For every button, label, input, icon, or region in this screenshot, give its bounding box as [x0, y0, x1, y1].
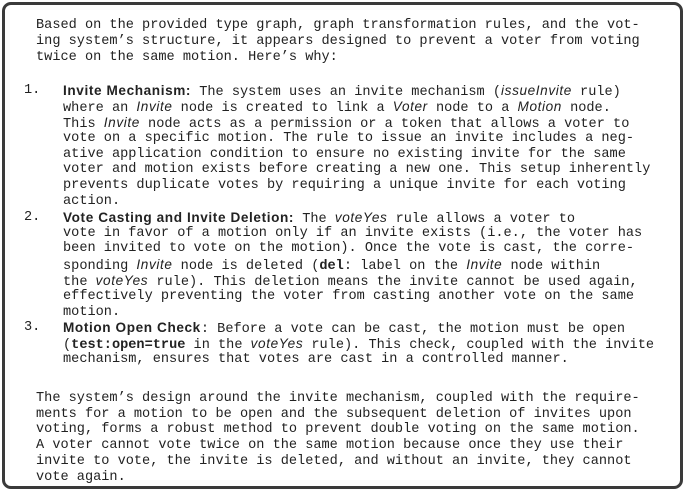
- text-run: rule): [571, 85, 621, 101]
- italic-term: Invite: [136, 99, 173, 115]
- text-run: sponding: [63, 259, 137, 275]
- list-number: 1.: [24, 83, 41, 99]
- text-run: twice on the same motion. Here’s why:: [36, 49, 338, 65]
- italic-term: Invite: [103, 114, 140, 130]
- italic-term: Voter: [392, 99, 428, 115]
- text-line: [36, 18, 654, 34]
- text-run: This: [63, 116, 104, 132]
- text-run: vote again.: [36, 469, 126, 485]
- text-run: the: [63, 274, 96, 290]
- text-line: [36, 454, 654, 470]
- list-item: [24, 209, 654, 321]
- intro-paragraph: [36, 18, 654, 65]
- text-line: [63, 273, 654, 289]
- text-line: [63, 352, 654, 368]
- text-line: [36, 422, 654, 438]
- italic-term: Invite: [466, 257, 503, 273]
- list-number: 2.: [24, 209, 41, 225]
- text-run: vote on a specific motion. The rule to issue an invite includes a neg-: [63, 130, 635, 146]
- text-run: : Before a vote can be cast, the motion must be open: [200, 322, 626, 338]
- text-run: rule). This deletion means the invite cannot be used again,: [148, 274, 638, 290]
- list-item-text: [63, 320, 654, 367]
- text-run: node to a: [427, 101, 518, 117]
- list-item: [24, 83, 654, 209]
- text-line: [63, 131, 654, 147]
- text-line: [63, 162, 654, 178]
- text-run: been invited to vote on the motion). Once the vote is cast, the corre-: [63, 241, 635, 257]
- response-text: [24, 18, 655, 486]
- text-run: prevents duplicate votes by requiring a unique invite for each voting: [63, 178, 626, 194]
- text-line: [63, 305, 654, 321]
- conclusion-paragraph: [36, 391, 654, 486]
- text-run: ments for a motion to be open and the subsequent deletion of invites upon: [36, 406, 632, 422]
- text-line: [63, 226, 654, 242]
- text-run: ing system’s structure, it appears designed to prevent a voter from voting: [36, 33, 640, 49]
- text-run: node is created to link a: [172, 101, 393, 117]
- italic-term: voteYes: [95, 272, 149, 288]
- list-item-text: [63, 210, 654, 321]
- text-line: [63, 241, 654, 257]
- code-term: test:open=true: [71, 338, 186, 354]
- text-run: voter and motion exists before creating a new one. This setup inherently: [63, 162, 651, 178]
- bold-term: Motion Open Check: [63, 320, 201, 336]
- text-line: [63, 336, 654, 352]
- text-run: rule). This check, coupled with the invite: [303, 338, 655, 354]
- text-line: [63, 257, 654, 273]
- italic-term: voteYes: [250, 336, 304, 352]
- reasons-list: [24, 83, 655, 367]
- code-term: del: [319, 259, 344, 275]
- text-run: in the: [185, 338, 251, 354]
- italic-term: voteYes: [334, 209, 388, 225]
- text-run: The system’s design around the invite mechanism, coupled with the require-: [36, 390, 640, 406]
- text-run: motion.: [63, 304, 121, 320]
- text-line: [36, 470, 654, 486]
- text-run: node.: [561, 101, 611, 117]
- text-run: node acts as a permission or a token that allows a voter to: [139, 116, 630, 132]
- text-line: [36, 34, 654, 50]
- text-run: vote in favor of a motion only if an invite exists (i.e., the voter has: [63, 225, 643, 241]
- text-run: action.: [63, 193, 121, 209]
- text-run: : label on the: [343, 259, 467, 275]
- italic-term: Invite: [136, 257, 173, 273]
- text-line: [63, 210, 654, 226]
- text-run: node is deleted (: [172, 259, 320, 275]
- text-run: ative application condition to ensure no existing invite for the same: [63, 146, 626, 162]
- text-line: [63, 194, 654, 210]
- list-item: [24, 320, 655, 367]
- text-line: [36, 407, 654, 423]
- text-run: voting, forms a robust method to prevent double voting on the same motion.: [36, 422, 640, 438]
- text-line: [63, 147, 654, 163]
- text-run: invite to vote, the invite is deleted, and without an invite, they cannot: [36, 453, 632, 469]
- text-run: (: [63, 338, 72, 354]
- text-run: effectively preventing the voter from casting another vote on the same: [63, 288, 635, 304]
- text-run: where an: [63, 101, 137, 117]
- text-line: [63, 83, 654, 99]
- text-line: [63, 99, 654, 115]
- italic-term: Motion: [517, 99, 562, 115]
- text-line: [63, 320, 654, 336]
- bold-term: Invite Mechanism:: [63, 83, 192, 99]
- text-run: The system uses an invite mechanism (: [191, 85, 502, 101]
- text-line: [36, 438, 654, 454]
- list-item-text: [63, 83, 654, 209]
- text-run: rule allows a voter to: [387, 211, 576, 227]
- text-line: [36, 50, 654, 66]
- text-run: The: [294, 211, 335, 227]
- text-run: Based on the provided type graph, graph transformation rules, and the vot-: [36, 18, 640, 33]
- italic-term: issueInvite: [501, 83, 572, 99]
- text-line: [63, 115, 654, 131]
- text-line: [63, 289, 654, 305]
- bold-term: Vote Casting and Invite Deletion:: [63, 209, 295, 225]
- text-line: [36, 391, 654, 407]
- text-run: A voter cannot vote twice on the same motion because once they use their: [36, 438, 624, 454]
- text-line: [63, 178, 654, 194]
- response-card: [2, 2, 683, 489]
- text-run: mechanism, ensures that votes are cast in a controlled manner.: [63, 351, 569, 367]
- text-run: node within: [502, 259, 601, 275]
- list-number: 3.: [24, 320, 41, 336]
